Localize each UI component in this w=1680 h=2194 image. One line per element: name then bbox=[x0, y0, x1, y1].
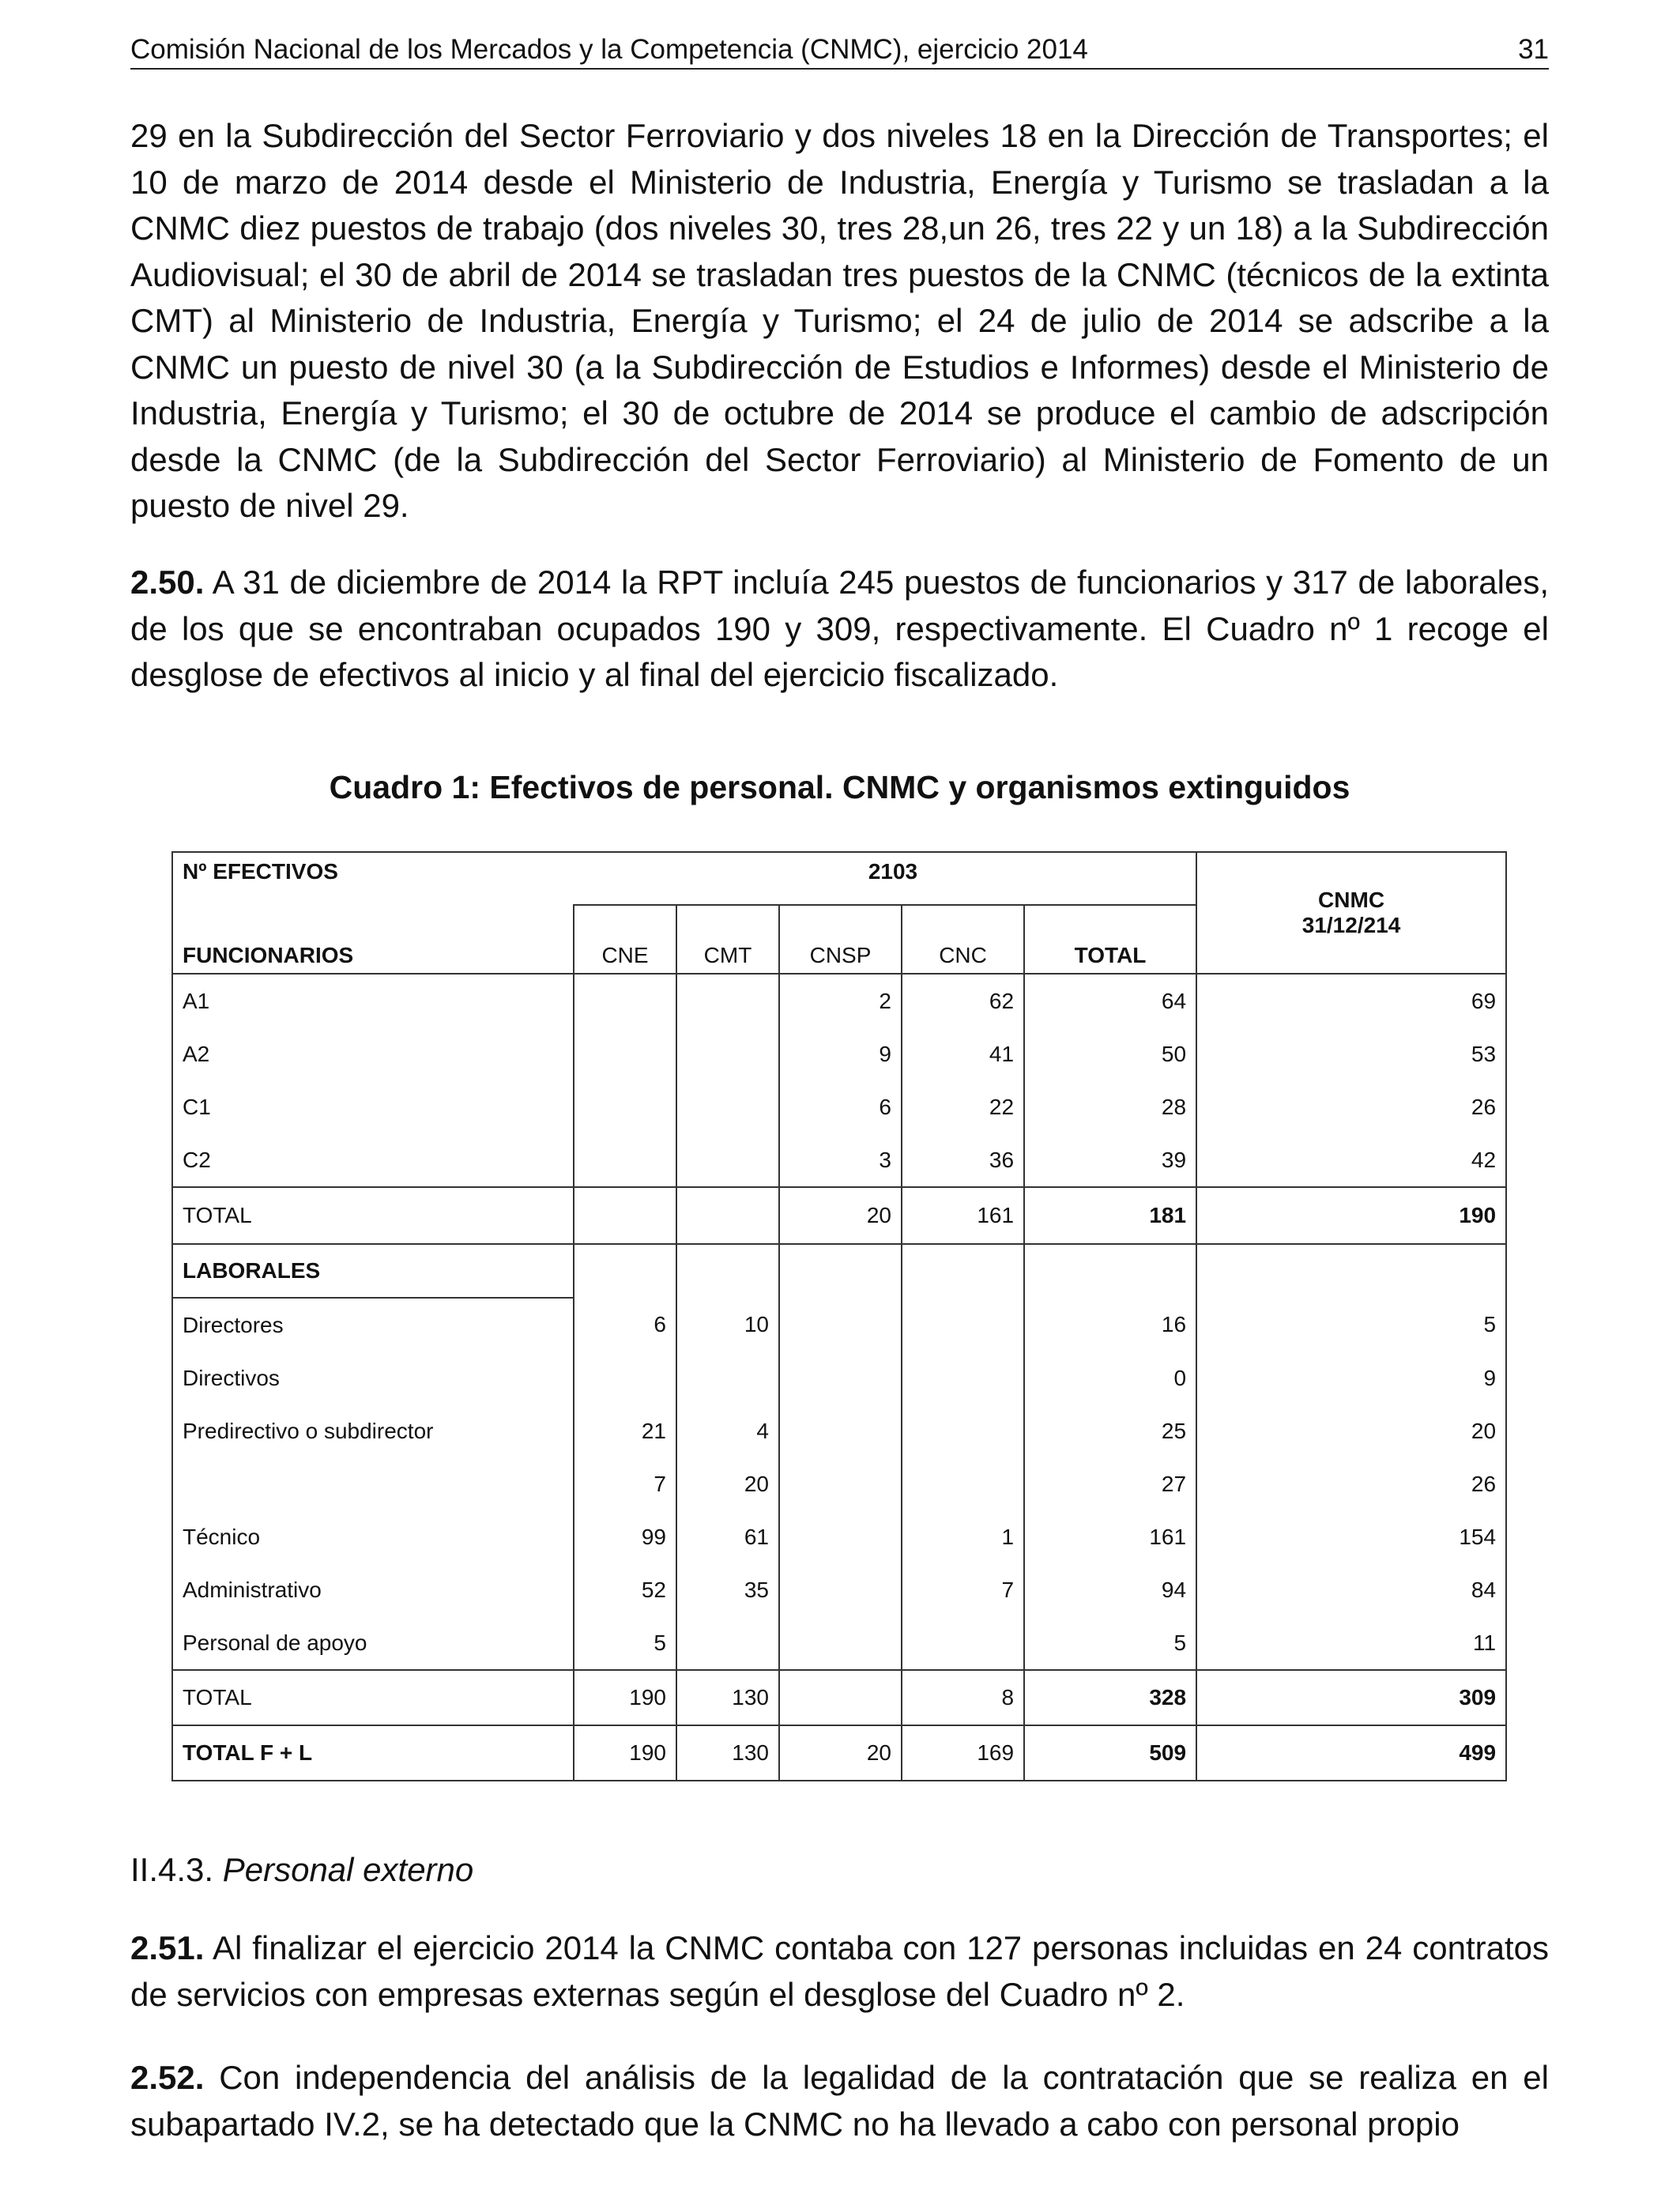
paragraph-number: 2.52. bbox=[130, 2059, 205, 2096]
cell-cnmc: 53 bbox=[1196, 1027, 1506, 1080]
cell-cnsp bbox=[779, 1351, 902, 1404]
funcionarios-label: FUNCIONARIOS bbox=[172, 905, 574, 974]
cell-cmt: 35 bbox=[676, 1563, 779, 1616]
cell-total: 509 bbox=[1024, 1725, 1196, 1781]
paragraph-number: 2.50. bbox=[130, 564, 205, 601]
cell-cnc bbox=[902, 1404, 1024, 1457]
page-header bbox=[130, 32, 1549, 70]
paragraph-1: 29 en la Subdirección del Sector Ferroviario y dos niveles 18 en la Dirección de Transportes; el 10 de marzo de 2014 desde el Ministerio de Industria, Energía y Turismo se trasladan a la CNMC diez puestos de trabajo (dos niveles 30, tres 28,un 26, tres 22 y un 18) a la Subdirección Audiovisual; el 30 de abril de 2014 se trasladan tres puestos de la CNMC (técnicos de la extinta CMT) al Ministerio de Industria, Energía y Turismo; el 24 de julio de 2014 se adscribe a la CNMC un puesto de nivel 30 (a la Subdirección de Estudios e Informes) desde el Ministerio de Industria, Energía y Turismo; el 30 de octubre de 2014 se produce el cambio de adscripción desde la CNMC (de la Subdirección del Sector Ferroviario) al Ministerio de Fomento de un puesto de nivel 29. bbox=[130, 117, 1549, 524]
cell-cnmc: 84 bbox=[1196, 1563, 1506, 1616]
cell-cne bbox=[574, 1080, 676, 1133]
cell-total: 5 bbox=[1024, 1616, 1196, 1670]
paragraph-number: 2.51. bbox=[130, 1929, 205, 1966]
cell-cmt: 10 bbox=[676, 1298, 779, 1351]
row-label: Directivos bbox=[172, 1351, 574, 1404]
cell-cmt bbox=[676, 1133, 779, 1187]
cell-cnmc: 309 bbox=[1196, 1670, 1506, 1725]
cell-cne: 190 bbox=[574, 1670, 676, 1725]
table-row bbox=[172, 1351, 1506, 1404]
cnmc-label: CNMC bbox=[1318, 888, 1385, 912]
row-label: Directores bbox=[172, 1298, 574, 1351]
cell-cnmc: 26 bbox=[1196, 1457, 1506, 1510]
cell-total: 64 bbox=[1024, 974, 1196, 1027]
cell-cne bbox=[574, 1133, 676, 1187]
cell-cne: 6 bbox=[574, 1298, 676, 1351]
cell-cnsp bbox=[779, 1670, 902, 1725]
cell-total: 28 bbox=[1024, 1080, 1196, 1133]
cell-cnmc: 5 bbox=[1196, 1298, 1506, 1351]
cell-cnc bbox=[902, 1351, 1024, 1404]
table-row bbox=[172, 1457, 1506, 1510]
cell-cnc bbox=[902, 1616, 1024, 1670]
subheading-title: Personal externo bbox=[222, 1851, 474, 1888]
cell-total: 27 bbox=[1024, 1457, 1196, 1510]
row-label: TOTAL bbox=[172, 1187, 574, 1244]
cell-cne bbox=[574, 974, 676, 1027]
cell-total: 25 bbox=[1024, 1404, 1196, 1457]
cell-cnc: 22 bbox=[902, 1080, 1024, 1133]
row-label: C1 bbox=[172, 1080, 574, 1133]
laborales-label: LABORALES bbox=[172, 1244, 574, 1298]
cell-cne: 99 bbox=[574, 1510, 676, 1563]
cell-total: 50 bbox=[1024, 1027, 1196, 1080]
cell-cmt bbox=[676, 1027, 779, 1080]
paragraph-2-51 bbox=[130, 1925, 1549, 2018]
cell-total: 0 bbox=[1024, 1351, 1196, 1404]
cell-cnc: 7 bbox=[902, 1563, 1024, 1616]
cell-cnmc: 11 bbox=[1196, 1616, 1506, 1670]
empty-cell bbox=[574, 1244, 676, 1298]
cell-cnsp bbox=[779, 1404, 902, 1457]
cell-cnsp bbox=[779, 1616, 902, 1670]
table-row bbox=[172, 1133, 1506, 1187]
cell-cmt: 130 bbox=[676, 1725, 779, 1781]
row-label: TOTAL F + L bbox=[172, 1725, 574, 1781]
section-subheading bbox=[130, 1849, 473, 1891]
cell-total: 181 bbox=[1024, 1187, 1196, 1244]
year-label: 2103 bbox=[868, 859, 918, 884]
subheading-number: II.4.3. bbox=[130, 1851, 214, 1888]
cell-cmt: 4 bbox=[676, 1404, 779, 1457]
col-header-total: TOTAL bbox=[1024, 905, 1196, 974]
cell-cmt: 130 bbox=[676, 1670, 779, 1725]
cell-total: 16 bbox=[1024, 1298, 1196, 1351]
cell-cmt bbox=[676, 1080, 779, 1133]
cell-cnsp: 2 bbox=[779, 974, 902, 1027]
cell-cnmc: 190 bbox=[1196, 1187, 1506, 1244]
col-header-cmt: CMT bbox=[676, 905, 779, 974]
cell-total: 161 bbox=[1024, 1510, 1196, 1563]
cell-cnsp: 20 bbox=[779, 1725, 902, 1781]
cell-cnc: 41 bbox=[902, 1027, 1024, 1080]
cell-cne bbox=[574, 1027, 676, 1080]
cell-cmt bbox=[676, 1187, 779, 1244]
cell-cnc: 169 bbox=[902, 1725, 1024, 1781]
paragraph-text: Al finalizar el ejercicio 2014 la CNMC contaba con 127 personas incluidas en 24 contratos de servicios con empresas externas según el desglose del Cuadro nº 2. bbox=[130, 1929, 1549, 2013]
cell-cmt bbox=[676, 1351, 779, 1404]
paragraph-2-52 bbox=[130, 2055, 1549, 2147]
cell-cnc: 36 bbox=[902, 1133, 1024, 1187]
empty-cell bbox=[902, 1244, 1024, 1298]
laborales-total-row bbox=[172, 1670, 1506, 1725]
table-caption: Cuadro 1: Efectivos de personal. CNMC y organismos extinguidos bbox=[329, 769, 1350, 805]
cell-cnmc: 20 bbox=[1196, 1404, 1506, 1457]
paragraph-2-50 bbox=[130, 560, 1549, 699]
cell-cnc: 161 bbox=[902, 1187, 1024, 1244]
cell-total: 39 bbox=[1024, 1133, 1196, 1187]
cell-cnmc: 69 bbox=[1196, 974, 1506, 1027]
cell-cne: 190 bbox=[574, 1725, 676, 1781]
table-row bbox=[172, 1616, 1506, 1670]
cnmc-date: 31/12/214 bbox=[1301, 913, 1401, 937]
cell-cnc bbox=[902, 1298, 1024, 1351]
paragraph-text: A 31 de diciembre de 2014 la RPT incluía 245 puestos de funcionarios y 317 de laborales, de los que se encontraban ocupados 190 y 309, respectivamente. El Cuadro nº 1 recoge el desglose de efectivos al inicio y al final del ejercicio fiscalizado. bbox=[130, 564, 1549, 693]
cell-cnsp bbox=[779, 1457, 902, 1510]
cell-cmt: 20 bbox=[676, 1457, 779, 1510]
paragraph-text: Con independencia del análisis de la legalidad de la contratación que se realiza en el subapartado IV.2, se ha detectado que la CNMC no ha llevado a cabo con personal propio bbox=[130, 2059, 1549, 2143]
table-row bbox=[172, 1404, 1506, 1457]
row-label: Técnico bbox=[172, 1510, 574, 1563]
table-row bbox=[172, 974, 1506, 1027]
row-label: Predirectivo o subdirector bbox=[172, 1404, 574, 1457]
row-label: Administrativo bbox=[172, 1563, 574, 1616]
row-label: TOTAL bbox=[172, 1670, 574, 1725]
col-header-cnc: CNC bbox=[902, 905, 1024, 974]
cell-cmt bbox=[676, 1616, 779, 1670]
cell-cne bbox=[574, 1187, 676, 1244]
table-row bbox=[172, 1563, 1506, 1616]
col-header-cne: CNE bbox=[574, 905, 676, 974]
table-row bbox=[172, 1510, 1506, 1563]
row-label: A2 bbox=[172, 1027, 574, 1080]
funcionarios-total-row bbox=[172, 1187, 1506, 1244]
cell-cnsp: 3 bbox=[779, 1133, 902, 1187]
row-label bbox=[172, 1457, 574, 1510]
row-label: A1 bbox=[172, 974, 574, 1027]
cell-cne bbox=[574, 1351, 676, 1404]
cell-cne: 5 bbox=[574, 1616, 676, 1670]
cell-cne: 21 bbox=[574, 1404, 676, 1457]
empty-cell bbox=[779, 1244, 902, 1298]
grand-total-row bbox=[172, 1725, 1506, 1781]
cell-total: 94 bbox=[1024, 1563, 1196, 1616]
empty-cell bbox=[1024, 1244, 1196, 1298]
cell-cne: 52 bbox=[574, 1563, 676, 1616]
personnel-table bbox=[171, 851, 1507, 1781]
row-label: Personal de apoyo bbox=[172, 1616, 574, 1670]
empty-cell bbox=[1196, 1244, 1506, 1298]
cell-cnsp bbox=[779, 1298, 902, 1351]
cell-cnmc: 26 bbox=[1196, 1080, 1506, 1133]
cell-cnmc: 9 bbox=[1196, 1351, 1506, 1404]
col-header-cnsp: CNSP bbox=[779, 905, 902, 974]
cell-cnsp bbox=[779, 1563, 902, 1616]
cell-cnsp: 6 bbox=[779, 1080, 902, 1133]
cell-cnsp: 9 bbox=[779, 1027, 902, 1080]
cell-cmt: 61 bbox=[676, 1510, 779, 1563]
table-row bbox=[172, 1080, 1506, 1133]
cell-cnsp bbox=[779, 1510, 902, 1563]
cell-cnc: 62 bbox=[902, 974, 1024, 1027]
table-row bbox=[172, 1027, 1506, 1080]
cell-cnc: 1 bbox=[902, 1510, 1024, 1563]
cell-cne: 7 bbox=[574, 1457, 676, 1510]
cell-cmt bbox=[676, 974, 779, 1027]
cell-cnsp: 20 bbox=[779, 1187, 902, 1244]
page-number: 31 bbox=[1518, 34, 1549, 65]
cell-cnc bbox=[902, 1457, 1024, 1510]
cell-cnmc: 499 bbox=[1196, 1725, 1506, 1781]
cell-total: 328 bbox=[1024, 1670, 1196, 1725]
cell-cnmc: 154 bbox=[1196, 1510, 1506, 1563]
efectivos-label: Nº EFECTIVOS bbox=[183, 859, 338, 884]
empty-cell bbox=[676, 1244, 779, 1298]
row-label: C2 bbox=[172, 1133, 574, 1187]
cell-cnmc: 42 bbox=[1196, 1133, 1506, 1187]
laborales-header-row bbox=[172, 1244, 1506, 1298]
table-row bbox=[172, 1298, 1506, 1351]
cell-cnc: 8 bbox=[902, 1670, 1024, 1725]
header-title: Comisión Nacional de los Mercados y la Competencia (CNMC), ejercicio 2014 bbox=[130, 34, 1088, 65]
